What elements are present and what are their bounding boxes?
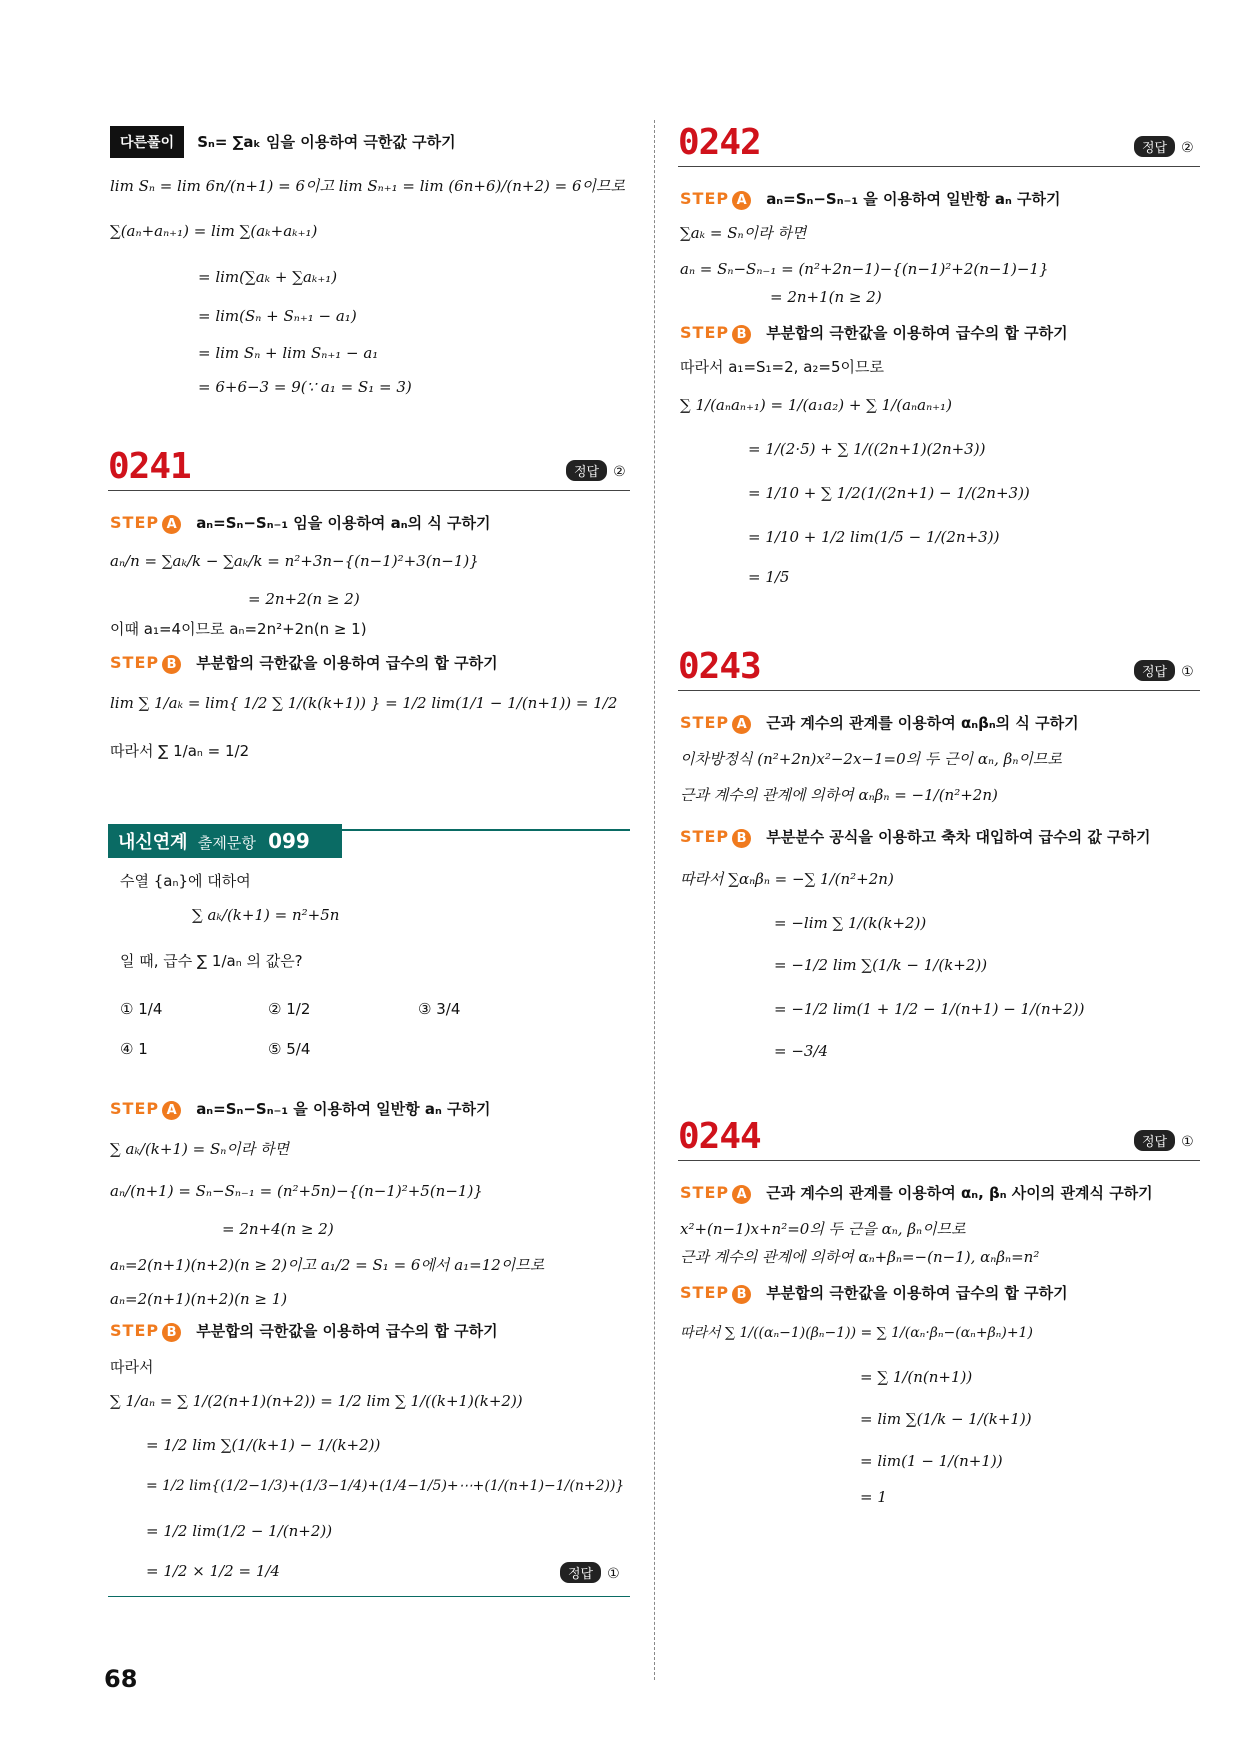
step-line: = −1/2 lim(1 + 1/2 − 1/(n+1) − 1/(n+2)) xyxy=(774,1000,1085,1018)
step-line: aₙ = Sₙ−Sₙ₋₁ = (n²+2n−1)−{(n−1)²+2(n−1)−1} xyxy=(680,260,1049,278)
step-line: = 2n+1(n ≥ 2) xyxy=(770,288,882,306)
step-a-heading: STEP A 근과 계수의 관계를 이용하여 αₙ, βₙ 사이의 관계식 구하기 xyxy=(680,1183,1153,1202)
step-line: = −1/2 lim ∑(1/k − 1/(k+2)) xyxy=(774,956,988,974)
step-line: 따라서 ∑ 1/aₙ = 1/2 xyxy=(110,742,250,760)
alt-solution-header xyxy=(110,126,456,158)
choice-5: ⑤ 5/4 xyxy=(268,1040,311,1058)
step-line: 따라서 ∑ 1/((αₙ−1)(βₙ−1)) = ∑ 1/(αₙ·βₙ−(αₙ+βₙ)+1) xyxy=(680,1325,1033,1341)
problem-number: 0243 xyxy=(678,646,761,687)
step-a-heading: STEP A aₙ=Sₙ−Sₙ₋₁ 임을 이용하여 aₙ의 식 구하기 xyxy=(110,513,491,532)
answer-badge: 정답 ① xyxy=(1134,1130,1194,1151)
step-line: 이차방정식 (n²+2n)x²−2x−1=0의 두 근이 αₙ, βₙ이므로 xyxy=(680,750,1062,768)
step-line: 근과 계수의 관계에 의하여 αₙβₙ = −1/(n²+2n) xyxy=(680,786,998,804)
step-line: = 2n+2(n ≥ 2) xyxy=(248,590,360,608)
choice-1: ① 1/4 xyxy=(120,1000,163,1018)
step-line: = ∑ 1/(n(n+1)) xyxy=(860,1368,973,1386)
step-line: = lim ∑(1/k − 1/(k+1)) xyxy=(860,1410,1032,1428)
answer-badge: 정답 ② xyxy=(1134,136,1194,157)
choice-4: ④ 1 xyxy=(120,1040,148,1058)
step-line: = 2n+4(n ≥ 2) xyxy=(222,1220,334,1238)
step-a-heading: STEP A 근과 계수의 관계를 이용하여 αₙβₙ의 식 구하기 xyxy=(680,713,1079,732)
step-line: = 1/10 + ∑ 1/2(1/(2n+1) − 1/(2n+3)) xyxy=(748,484,1030,502)
step-line: = 1/2 lim ∑(1/(k+1) − 1/(k+2)) xyxy=(146,1436,381,1454)
question-line: 수열 {aₙ}에 대하여 xyxy=(120,872,251,890)
step-line: = 1/10 + 1/2 lim(1/5 − 1/(2n+3)) xyxy=(748,528,1000,546)
step-line: = 1/2 × 1/2 = 1/4 xyxy=(146,1562,280,1580)
step-line: = −3/4 xyxy=(774,1042,829,1060)
column-divider xyxy=(654,120,655,1680)
step-line: ∑ 1/aₙ = ∑ 1/(2(n+1)(n+2)) = 1/2 lim ∑ 1/((k+1)(k+2)) xyxy=(110,1392,523,1410)
section-rule xyxy=(678,1160,1200,1161)
step-line: aₙ/(n+1) = Sₙ−Sₙ₋₁ = (n²+5n)−{(n−1)²+5(n−1)} xyxy=(110,1182,483,1200)
answer-badge: 정답 ① xyxy=(560,1562,620,1583)
step-line: aₙ=2(n+1)(n+2)(n ≥ 1) xyxy=(110,1290,288,1308)
step-b-heading: STEP B 부분분수 공식을 이용하고 축차 대입하여 급수의 값 구하기 xyxy=(680,827,1151,846)
alt-line-2: = lim(∑aₖ + ∑aₖ₊₁) xyxy=(198,268,338,286)
step-line: ∑ 1/(aₙaₙ₊₁) = 1/(a₁a₂) + ∑ 1/(aₙaₙ₊₁) xyxy=(680,396,952,414)
step-line: x²+(n−1)x+n²=0의 두 근을 αₙ, βₙ이므로 xyxy=(680,1220,966,1238)
choice-3: ③ 3/4 xyxy=(418,1000,461,1018)
question-line: 일 때, 급수 ∑ 1/aₙ 의 값은? xyxy=(120,952,303,970)
alt-line-1: ∑(aₙ+aₙ₊₁) = lim ∑(aₖ+aₖ₊₁) xyxy=(110,222,318,240)
step-line: = 1/(2·5) + ∑ 1/((2n+1)(2n+3)) xyxy=(748,440,986,458)
section-rule xyxy=(678,690,1200,691)
step-line: aₙ=2(n+1)(n+2)(n ≥ 2)이고 a₁/2 = S₁ = 6에서 a₁=12이므로 xyxy=(110,1256,545,1274)
alt-line-3: = lim(Sₙ + Sₙ₊₁ − a₁) xyxy=(198,307,357,325)
step-b-heading: STEP B 부분합의 극한값을 이용하여 급수의 합 구하기 xyxy=(680,323,1068,342)
step-a-heading: STEP A aₙ=Sₙ−Sₙ₋₁ 을 이용하여 일반항 aₙ 구하기 xyxy=(110,1099,491,1118)
step-line: = lim(1 − 1/(n+1)) xyxy=(860,1452,1003,1470)
step-line: ∑ aₖ/(k+1) = Sₙ이라 하면 xyxy=(110,1140,290,1158)
step-line: 따라서 a₁=S₁=2, a₂=5이므로 xyxy=(680,358,884,376)
linked-bottom-rule xyxy=(108,1596,630,1597)
answer-badge: 정답 ② xyxy=(566,460,626,481)
step-line: 따라서 ∑αₙβₙ = −∑ 1/(n²+2n) xyxy=(680,870,894,888)
step-line: 근과 계수의 관계에 의하여 αₙ+βₙ=−(n−1), αₙβₙ=n² xyxy=(680,1248,1040,1266)
step-line: = 1/5 xyxy=(748,568,790,586)
step-line: lim ∑ 1/aₖ = lim{ 1/2 ∑ 1/(k(k+1)) } = 1/2 lim(1/1 − 1/(n+1)) = 1/2 xyxy=(110,694,618,712)
step-a-heading: STEP A aₙ=Sₙ−Sₙ₋₁ 을 이용하여 일반항 aₙ 구하기 xyxy=(680,189,1061,208)
step-line: = −lim ∑ 1/(k(k+2)) xyxy=(774,914,927,932)
question-line: ∑ aₖ/(k+1) = n²+5n xyxy=(192,906,340,924)
step-line: = 1/2 lim{(1/2−1/3)+(1/3−1/4)+(1/4−1/5)+⋯+(1/(n+1)−1/(n+2))} xyxy=(146,1478,625,1494)
alt-solution-heading: Sₙ= ∑aₖ 임을 이용하여 극한값 구하기 xyxy=(197,133,456,151)
alt-line-4: = lim Sₙ + lim Sₙ₊₁ − a₁ xyxy=(198,344,379,362)
problem-number: 0241 xyxy=(108,446,191,487)
alt-line-5: = 6+6−3 = 9(∵ a₁ = S₁ = 3) xyxy=(198,378,412,396)
alt-line-0: lim Sₙ = lim 6n/(n+1) = 6이고 lim Sₙ₊₁ = lim (6n+6)/(n+2) = 6이므로 xyxy=(110,177,625,195)
step-line: = 1/2 lim(1/2 − 1/(n+2)) xyxy=(146,1522,333,1540)
page-number: 68 xyxy=(104,1665,138,1693)
step-line: 이때 a₁=4이므로 aₙ=2n²+2n(n ≥ 1) xyxy=(110,620,367,638)
linked-problem-banner: 내신연계 출제문항 099 xyxy=(108,824,342,858)
step-line: ∑aₖ = Sₙ이라 하면 xyxy=(680,224,807,242)
section-rule xyxy=(678,166,1200,167)
step-b-heading: STEP B 부분합의 극한값을 이용하여 급수의 합 구하기 xyxy=(110,653,498,672)
problem-number: 0242 xyxy=(678,122,761,163)
answer-badge: 정답 ① xyxy=(1134,660,1194,681)
problem-number: 0244 xyxy=(678,1116,761,1157)
step-line: aₙ/n = ∑aₖ/k − ∑aₖ/k = n²+3n−{(n−1)²+3(n−1)} xyxy=(110,552,479,570)
section-rule xyxy=(108,490,630,491)
alt-solution-badge: 다른풀이 xyxy=(110,126,184,158)
choice-2: ② 1/2 xyxy=(268,1000,311,1018)
step-b-heading: STEP B 부분합의 극한값을 이용하여 급수의 합 구하기 xyxy=(110,1321,498,1340)
step-b-heading: STEP B 부분합의 극한값을 이용하여 급수의 합 구하기 xyxy=(680,1283,1068,1302)
step-line: = 1 xyxy=(860,1488,887,1506)
step-line: 따라서 xyxy=(110,1358,154,1376)
